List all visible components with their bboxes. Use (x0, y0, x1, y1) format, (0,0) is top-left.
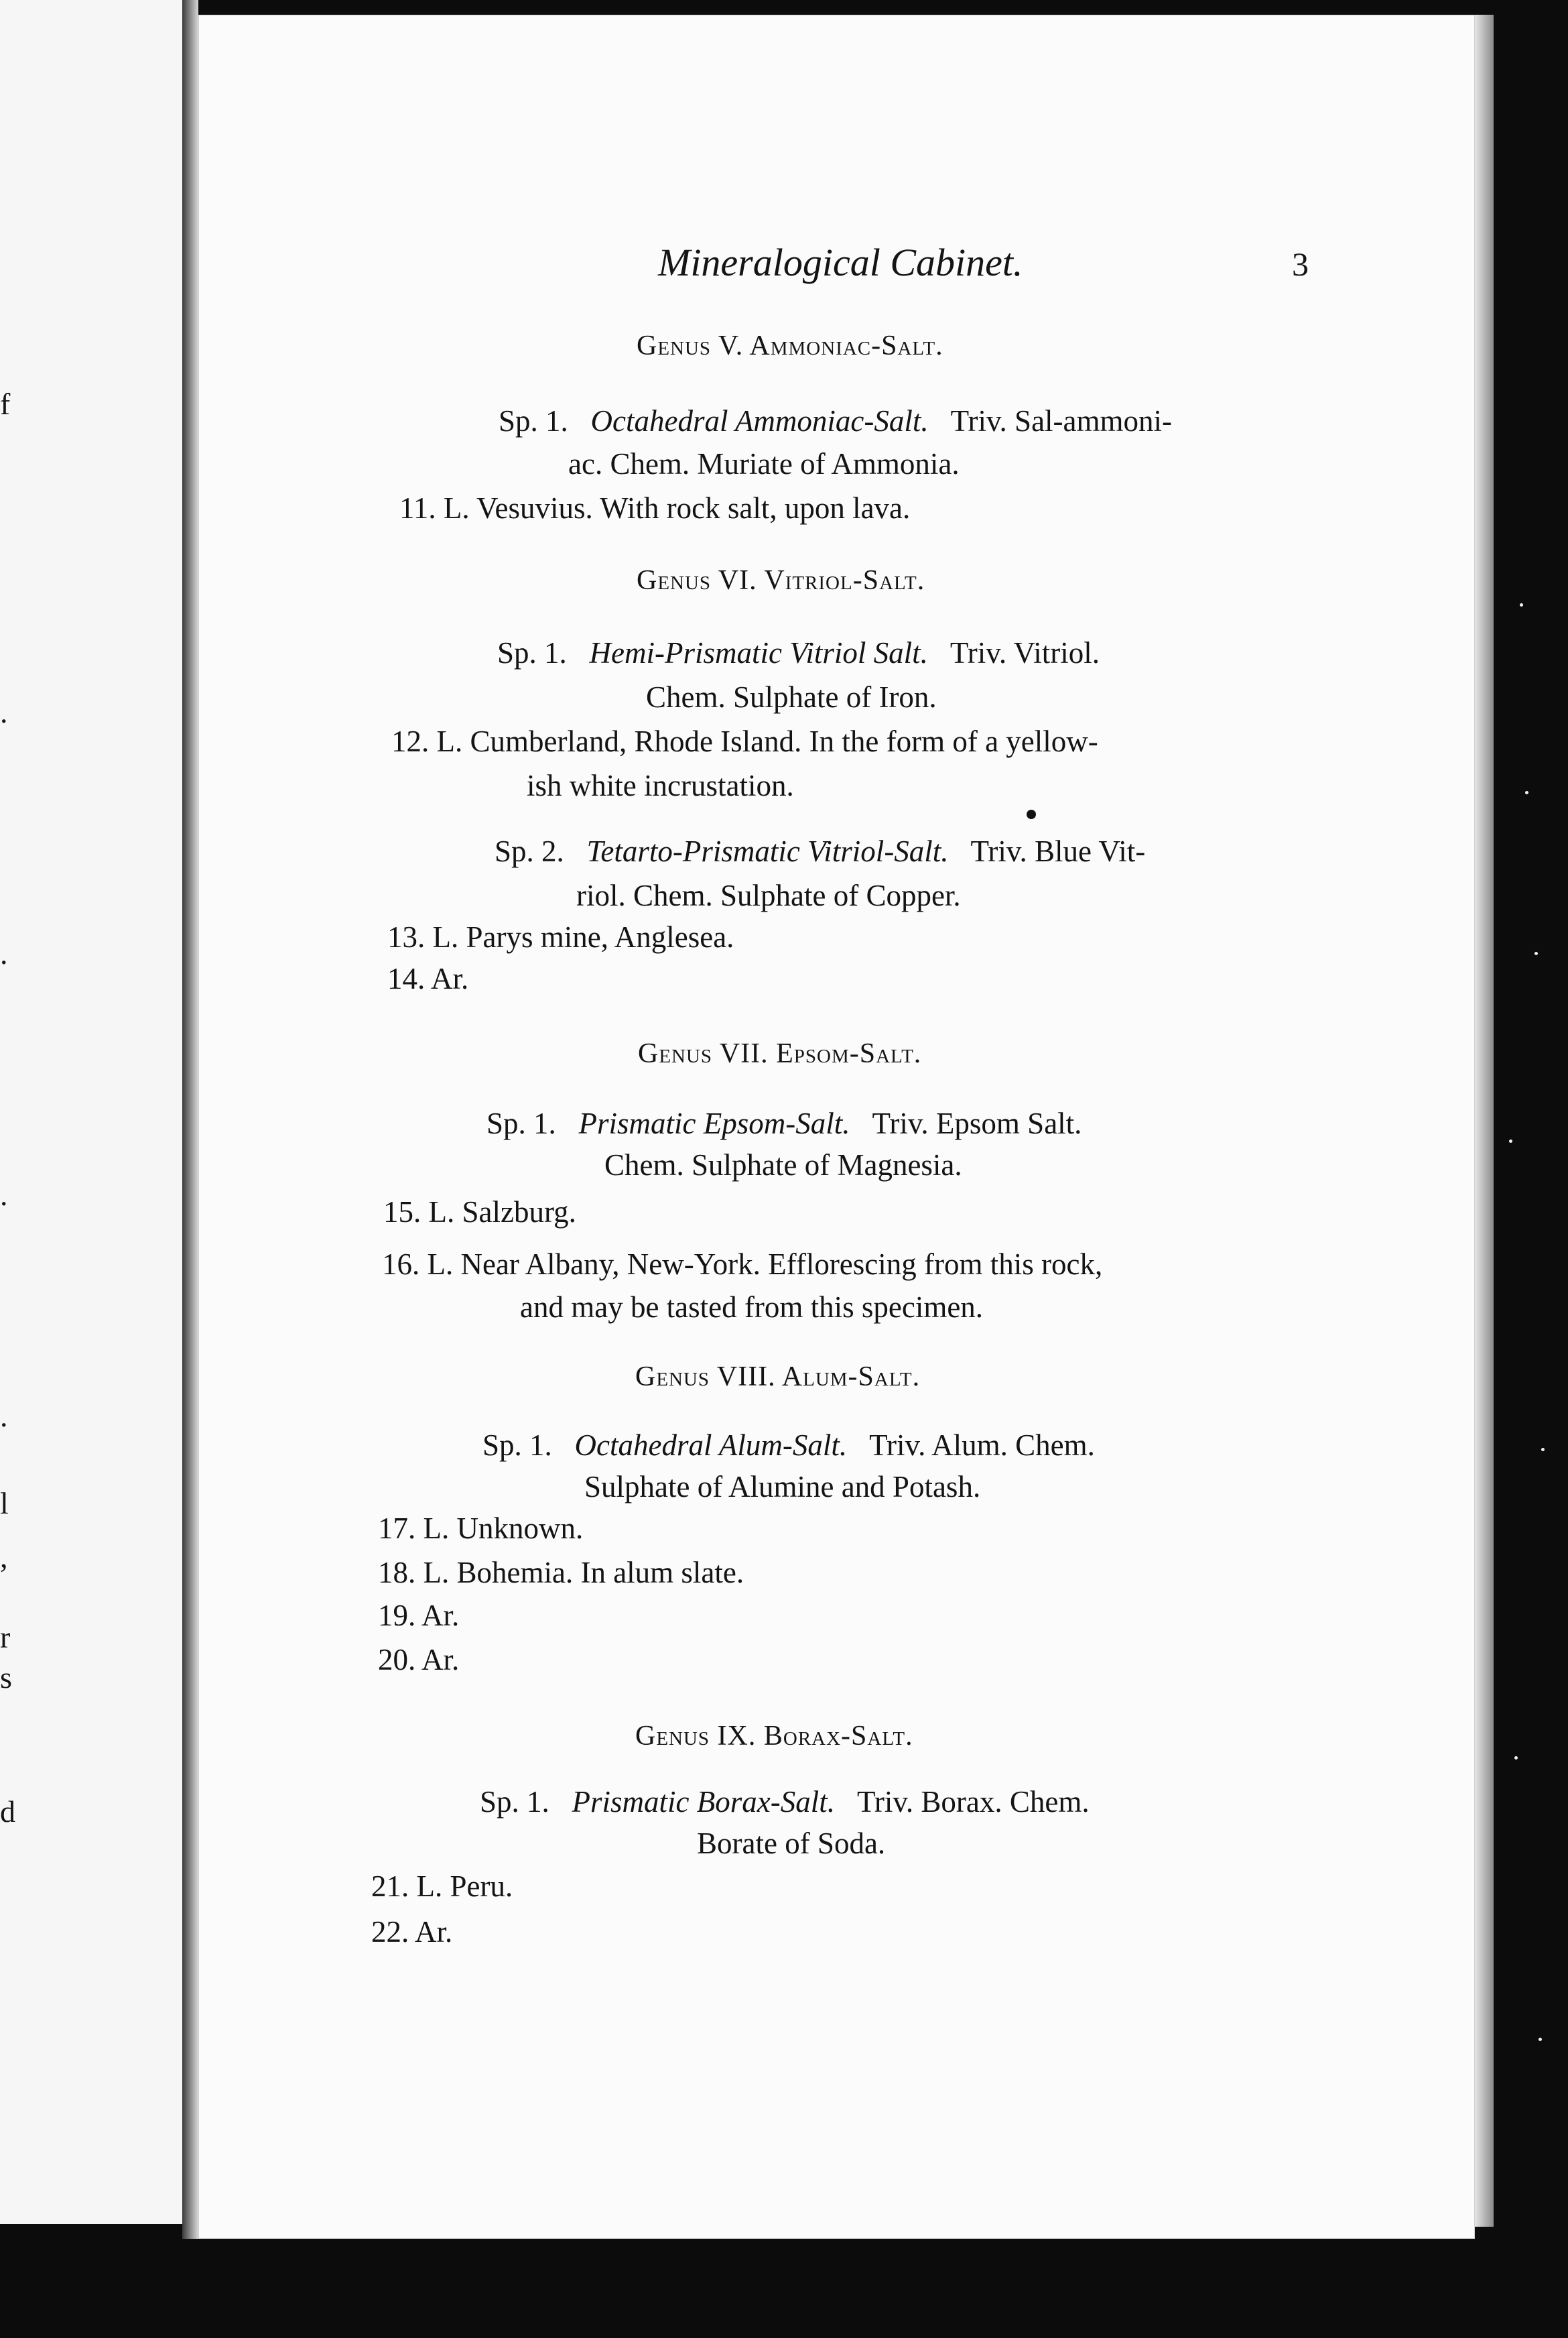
scan-speck (1539, 2038, 1542, 2041)
scan-speck (1520, 603, 1523, 607)
specimen-entry: 13. L. Parys mine, Anglesea. (387, 920, 734, 954)
species-entry (486, 1106, 1082, 1141)
specimen-entry: 20. Ar. (378, 1643, 460, 1676)
margin-fragment: . (0, 1399, 8, 1433)
species-name: Prismatic Epsom-Salt. (578, 1107, 850, 1140)
book-page (198, 15, 1475, 2239)
genus-heading: Genus V. Ammoniac-Salt. (637, 330, 943, 361)
scan-speck (1514, 1756, 1518, 1760)
species-number: Sp. 1. (499, 404, 568, 438)
genus-heading: Genus IX. Borax-Salt. (635, 1721, 913, 1751)
species-name: Octahedral Alum-Salt. (574, 1428, 848, 1462)
species-trivial-name: Triv. Alum. Chem. (869, 1428, 1095, 1462)
specimen-entry: 16. L. Near Albany, New-York. Efflorescing from this rock, (382, 1247, 1103, 1281)
species-chemical-name: Chem. Sulphate of Iron. (646, 680, 937, 714)
specimen-entry: 18. L. Bohemia. In alum slate. (378, 1556, 744, 1589)
species-chemical-name: riol. Chem. Sulphate of Copper. (576, 879, 961, 912)
specimen-entry-continued: ish white incrustation. (527, 769, 794, 802)
scan-speck (1525, 791, 1528, 794)
species-trivial-name: Triv. Vitriol. (950, 636, 1100, 670)
species-name: Prismatic Borax-Salt. (572, 1785, 835, 1819)
left-page-edge (0, 0, 182, 2224)
species-entry (482, 1428, 1095, 1463)
species-name: Octahedral Ammoniac-Salt. (590, 404, 929, 438)
specimen-entry: 12. L. Cumberland, Rhode Island. In the form of a yellow- (391, 725, 1098, 758)
scan-speck (1541, 1448, 1545, 1451)
species-chemical-name: Borate of Soda. (697, 1827, 886, 1860)
specimen-entry: 15. L. Salzburg. (383, 1195, 576, 1229)
page-edge-strip (1475, 15, 1494, 2227)
specimen-entry: 17. L. Unknown. (378, 1512, 584, 1545)
species-number: Sp. 2. (495, 835, 564, 868)
species-entry (480, 1784, 1090, 1819)
running-head-title: Mineralogical Cabinet. (658, 241, 1023, 284)
species-entry (497, 635, 1100, 670)
margin-fragment: s (0, 1660, 12, 1695)
specimen-entry: 11. L. Vesuvius. With rock salt, upon lava. (399, 491, 911, 525)
species-trivial-name: Triv. Epsom Salt. (872, 1107, 1082, 1140)
species-number: Sp. 1. (480, 1785, 549, 1819)
specimen-entry: 22. Ar. (371, 1915, 453, 1949)
margin-fragment: . (0, 1178, 8, 1212)
species-chemical-name: Chem. Sulphate of Magnesia. (604, 1148, 962, 1182)
specimen-entry: 19. Ar. (378, 1599, 460, 1632)
page-number: 3 (1292, 245, 1309, 283)
margin-fragment: , (0, 1540, 8, 1574)
species-trivial-name: Triv. Blue Vit- (970, 835, 1146, 868)
species-number: Sp. 1. (486, 1107, 556, 1140)
margin-fragment: . (0, 936, 8, 971)
genus-heading: Genus VIII. Alum-Salt. (635, 1361, 921, 1392)
specimen-entry: 14. Ar. (387, 962, 469, 995)
species-entry (499, 404, 1172, 438)
margin-fragment: . (0, 695, 8, 729)
scan-speck (1534, 952, 1538, 955)
species-name: Hemi-Prismatic Vitriol Salt. (589, 636, 928, 670)
species-number: Sp. 1. (497, 636, 567, 670)
margin-fragment: d (0, 1794, 15, 1829)
ink-blot (1027, 810, 1036, 819)
species-chemical-name: ac. Chem. Muriate of Ammonia. (568, 447, 960, 481)
species-entry (495, 834, 1145, 869)
species-trivial-name: Triv. Borax. Chem. (856, 1785, 1090, 1819)
species-number: Sp. 1. (482, 1428, 552, 1462)
specimen-entry: 21. L. Peru. (371, 1869, 513, 1903)
margin-fragment: l (0, 1486, 9, 1520)
species-trivial-name: Triv. Sal-ammoni- (950, 404, 1173, 438)
species-name: Tetarto-Prismatic Vitriol-Salt. (586, 835, 949, 868)
margin-fragment: r (0, 1620, 11, 1654)
specimen-entry-continued: and may be tasted from this specimen. (520, 1290, 984, 1324)
genus-heading: Genus VII. Epsom-Salt. (638, 1038, 922, 1069)
species-chemical-name: Sulphate of Alumine and Potash. (584, 1470, 981, 1503)
genus-heading: Genus VI. Vitriol-Salt. (637, 565, 925, 596)
book-gutter (182, 0, 198, 2239)
scan-speck (1509, 1140, 1512, 1143)
margin-fragment: f (0, 387, 11, 421)
